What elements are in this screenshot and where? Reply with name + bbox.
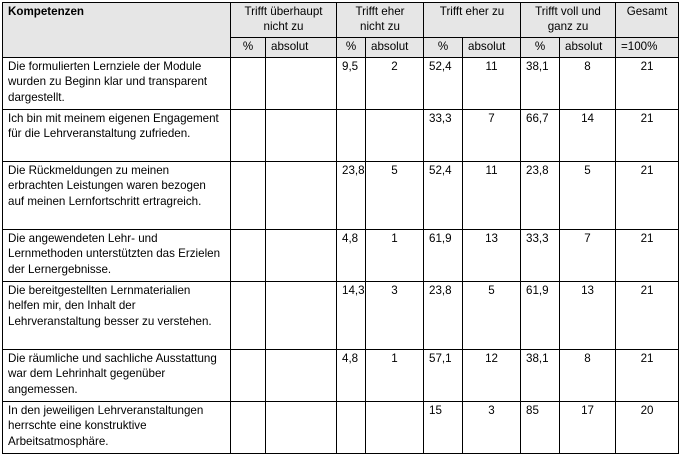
cell-value [266, 349, 337, 401]
cell-value: 61,9 [521, 281, 560, 349]
subheader-abs: absolut [266, 37, 337, 57]
table-row [3, 109, 679, 161]
header-group-voll-und-ganz: Trifft voll und ganz zu [521, 3, 616, 38]
cell-value: 7 [560, 229, 616, 281]
cell-value [266, 161, 337, 229]
cell-value: 8 [560, 57, 616, 109]
cell-value: 23,8 [337, 161, 366, 229]
cell-value [266, 109, 337, 161]
cell-value: 12 [463, 349, 521, 401]
cell-value [337, 401, 366, 453]
row-label: Die angewendeten Lehr- und Lernmethoden unterstützten das Erzielen der Lernergebnisse. [3, 229, 231, 281]
cell-value: 52,4 [424, 161, 463, 229]
cell-value [231, 161, 266, 229]
cell-total: 21 [616, 349, 679, 401]
cell-total: 21 [616, 281, 679, 349]
table-row [3, 161, 679, 229]
cell-value [231, 109, 266, 161]
cell-value [231, 401, 266, 453]
header-group-ueberhaupt-nicht: Trifft überhaupt nicht zu [231, 3, 337, 38]
row-label: In den jeweiligen Lehrveranstaltungen herrschte eine konstruktive Arbeitsatmosphäre. [3, 401, 231, 453]
cell-value: 5 [560, 161, 616, 229]
header-group-eher-nicht: Trifft eher nicht zu [337, 3, 424, 38]
cell-total: 21 [616, 229, 679, 281]
subheader-pct: % [231, 37, 266, 57]
row-label: Ich bin mit meinem eigenen Engagement für die Lehrveranstaltung zufrieden. [3, 109, 231, 161]
table-row [3, 401, 679, 453]
cell-value [231, 57, 266, 109]
cell-value: 23,8 [521, 161, 560, 229]
cell-value: 52,4 [424, 57, 463, 109]
cell-value: 5 [463, 281, 521, 349]
cell-total: 21 [616, 161, 679, 229]
cell-value: 38,1 [521, 349, 560, 401]
cell-value: 1 [366, 229, 424, 281]
cell-value: 11 [463, 57, 521, 109]
cell-value: 33,3 [424, 109, 463, 161]
cell-value [231, 349, 266, 401]
kompetenzen-table [2, 2, 679, 454]
cell-value: 3 [463, 401, 521, 453]
cell-value: 8 [560, 349, 616, 401]
cell-value [337, 109, 366, 161]
cell-value: 17 [560, 401, 616, 453]
cell-value: 85 [521, 401, 560, 453]
cell-value [231, 281, 266, 349]
table-row [3, 57, 679, 109]
subheader-total: =100% [616, 37, 679, 57]
cell-value [266, 57, 337, 109]
header-gesamt: Gesamt [616, 3, 679, 38]
cell-value: 5 [366, 161, 424, 229]
cell-total: 21 [616, 57, 679, 109]
row-label: Die Rückmeldungen zu meinen erbrachten Leistungen waren bezogen auf meinen Lernfortschritt ertragreich. [3, 161, 231, 229]
cell-value: 4,8 [337, 229, 366, 281]
cell-value [266, 401, 337, 453]
cell-value: 13 [463, 229, 521, 281]
cell-value: 38,1 [521, 57, 560, 109]
cell-value: 1 [366, 349, 424, 401]
cell-value: 14,3 [337, 281, 366, 349]
table-row [3, 349, 679, 401]
cell-value [366, 109, 424, 161]
cell-value [366, 401, 424, 453]
cell-value: 57,1 [424, 349, 463, 401]
cell-value [266, 229, 337, 281]
header-group-eher: Trifft eher zu [424, 3, 521, 38]
cell-value: 13 [560, 281, 616, 349]
cell-value: 3 [366, 281, 424, 349]
row-label: Die formulierten Lernziele der Module wurden zu Beginn klar und transparent dargestellt. [3, 57, 231, 109]
cell-total: 20 [616, 401, 679, 453]
cell-value: 61,9 [424, 229, 463, 281]
cell-total: 21 [616, 109, 679, 161]
cell-value [231, 229, 266, 281]
cell-value: 7 [463, 109, 521, 161]
row-label: Die räumliche und sachliche Ausstattung war dem Lehrinhalt gegenüber angemessen. [3, 349, 231, 401]
table-row [3, 281, 679, 349]
cell-value [266, 281, 337, 349]
cell-value: 2 [366, 57, 424, 109]
cell-value: 14 [560, 109, 616, 161]
subheader-abs: absolut [463, 37, 521, 57]
cell-value: 15 [424, 401, 463, 453]
subheader-pct: % [337, 37, 366, 57]
cell-value: 33,3 [521, 229, 560, 281]
subheader-abs: absolut [560, 37, 616, 57]
subheader-pct: % [424, 37, 463, 57]
cell-value: 23,8 [424, 281, 463, 349]
header-row [3, 3, 679, 38]
cell-value: 66,7 [521, 109, 560, 161]
header-kompetenzen: Kompetenzen [3, 3, 231, 58]
row-label: Die bereitgestellten Lernmaterialien helfen mir, den Inhalt der Lehrveranstaltung besser zu verstehen. [3, 281, 231, 349]
cell-value: 11 [463, 161, 521, 229]
cell-value: 9,5 [337, 57, 366, 109]
cell-value: 4,8 [337, 349, 366, 401]
subheader-abs: absolut [366, 37, 424, 57]
subheader-pct: % [521, 37, 560, 57]
table-row [3, 229, 679, 281]
